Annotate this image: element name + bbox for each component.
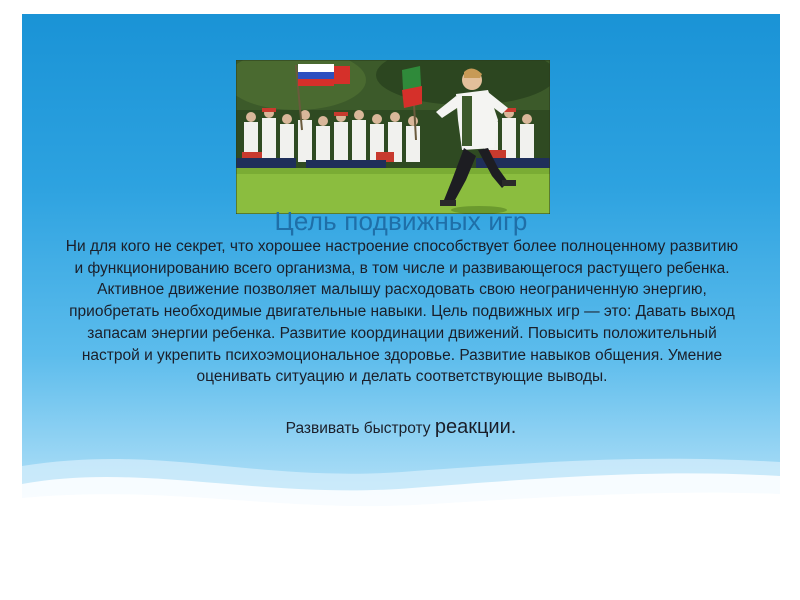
closing-text-end: реакции. [434,416,517,438]
slide [22,14,780,582]
slide-body-text: Ни для кого не секрет, что хорошее настроение способствует более полноценному развитию и функционированию всего организма, в том числе и развивающегося растущего ребенка. Активное движение позволяет малышу расходовать свою неограниченную энергию, приобретать необходимые двигательные навыки. Цель подвижных игр — это: Давать выход запасам энергии ребенка. Развитие координации движений. Повысить положительный настрой и укрепить психоэмоциональное здоровье. Развитие навыков общения. Умение оценивать ситуацию и делать соответствующие выводы. [65,238,739,386]
photo-kids-running [236,60,550,214]
slide-closing-line [22,416,780,439]
slide-title: Цель подвижных игр [274,206,528,236]
closing-text-start: Развивать быстроту [285,420,435,437]
